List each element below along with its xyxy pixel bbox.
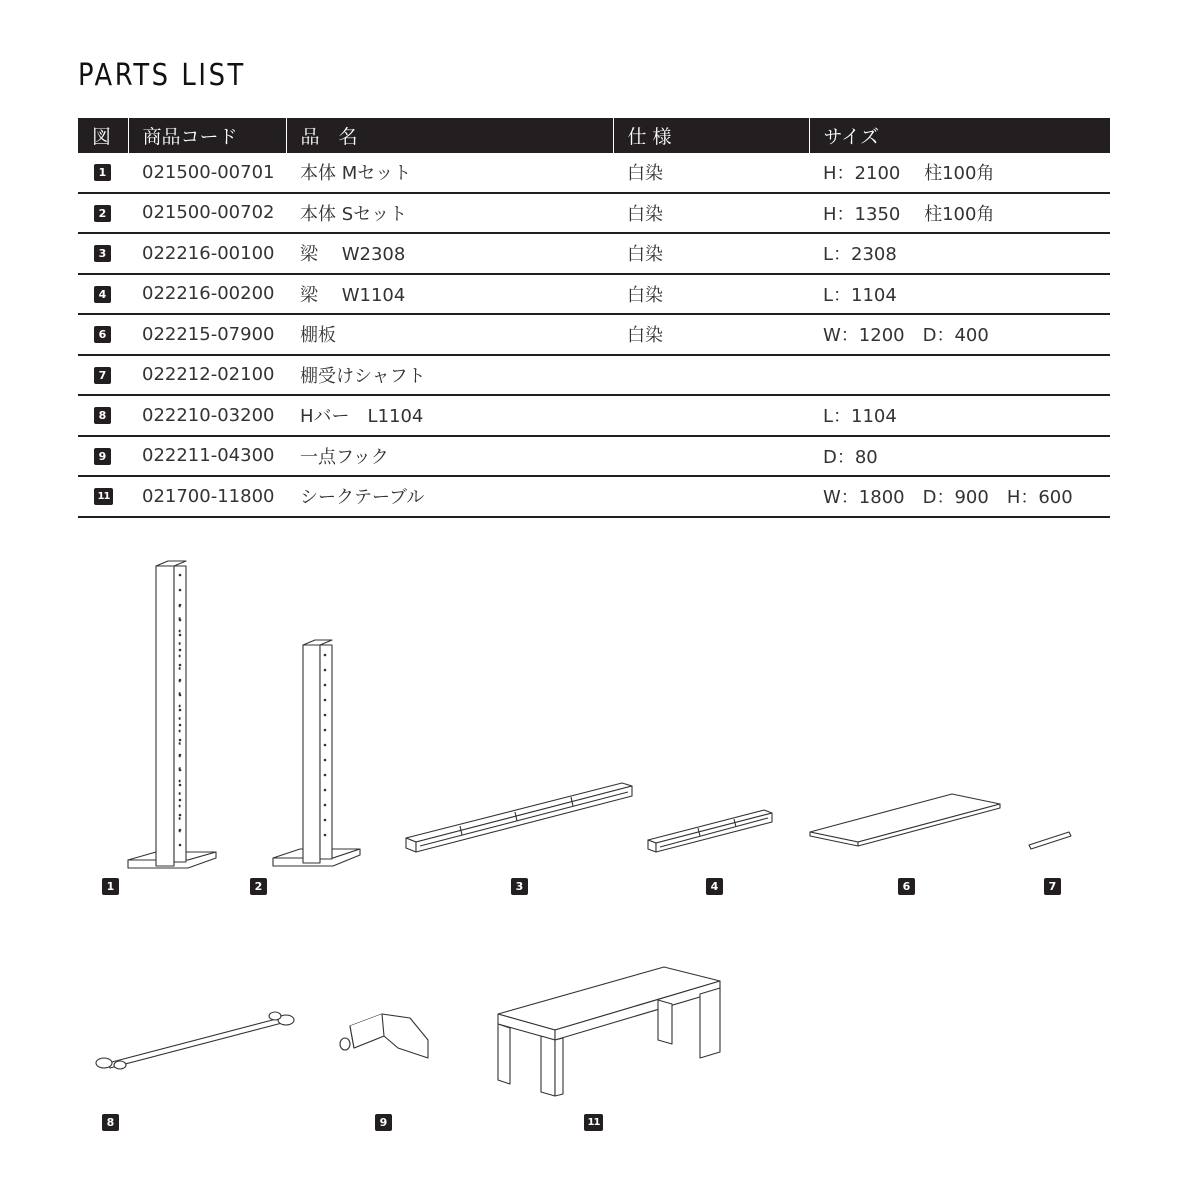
row-name: 梁 W2308 <box>286 233 613 274</box>
row-number-badge: 3 <box>94 245 111 262</box>
shelf-board-illustration <box>810 794 1000 846</box>
shaft-illustration <box>1029 832 1071 849</box>
row-size: H：1350 柱100角 <box>809 193 1110 234</box>
header-spec: 仕 様 <box>613 118 809 153</box>
header-size: サイズ <box>809 118 1110 153</box>
row-code: 021700-11800 <box>128 476 286 517</box>
row-code: 022210-03200 <box>128 395 286 436</box>
figure-label: 1 <box>102 878 119 895</box>
row-spec: 白染 <box>613 193 809 234</box>
row-number-badge: 6 <box>94 326 111 343</box>
row-number-badge: 9 <box>94 448 111 465</box>
row-name: シークテーブル <box>286 476 613 517</box>
beam-w2308-illustration <box>406 783 632 852</box>
header-name: 品 名 <box>286 118 613 153</box>
row-size: L：1104 <box>809 274 1110 315</box>
figure-label: 7 <box>1044 878 1061 895</box>
figure-label: 9 <box>375 1114 392 1131</box>
row-spec: 白染 <box>613 153 809 193</box>
figure-label: 11 <box>584 1114 603 1131</box>
row-size: W：1200 D：400 <box>809 314 1110 355</box>
header-code: 商品コード <box>128 118 286 153</box>
row-size: L：2308 <box>809 233 1110 274</box>
hook-illustration <box>340 1014 428 1058</box>
row-name: 棚板 <box>286 314 613 355</box>
figure-label: 2 <box>250 878 267 895</box>
row-name: 梁 W1104 <box>286 274 613 315</box>
row-spec: 白染 <box>613 314 809 355</box>
beam-w1104-illustration <box>648 810 772 852</box>
figure-label: 8 <box>102 1114 119 1131</box>
row-size: W：1800 D：900 H：600 <box>809 476 1110 517</box>
table-illustration <box>498 967 720 1096</box>
figure-label: 4 <box>706 878 723 895</box>
row-number-badge: 1 <box>94 164 111 181</box>
row-size: H：2100 柱100角 <box>809 153 1110 193</box>
post-s-illustration <box>273 640 360 866</box>
row-name: 一点フック <box>286 436 613 477</box>
figure-label: 6 <box>898 878 915 895</box>
row-code: 021500-00702 <box>128 193 286 234</box>
row-number-badge: 11 <box>94 488 113 505</box>
row-code: 022215-07900 <box>128 314 286 355</box>
row-code: 022216-00200 <box>128 274 286 315</box>
row-spec: 白染 <box>613 233 809 274</box>
row-number-badge: 4 <box>94 286 111 303</box>
row-code: 022211-04300 <box>128 436 286 477</box>
row-number-badge: 2 <box>94 205 111 222</box>
row-number-badge: 7 <box>94 367 111 384</box>
row-code: 022212-02100 <box>128 355 286 396</box>
row-number-badge: 8 <box>94 407 111 424</box>
row-code: 021500-00701 <box>128 153 286 193</box>
row-name: 本体 Sセット <box>286 193 613 234</box>
figure-label: 3 <box>511 878 528 895</box>
row-name: 本体 Mセット <box>286 153 613 193</box>
page-title: PARTS LIST <box>78 58 246 93</box>
post-m-illustration <box>128 561 216 868</box>
row-size: L：1104 <box>809 395 1110 436</box>
row-name: Hバー L1104 <box>286 395 613 436</box>
row-name: 棚受けシャフト <box>286 355 613 396</box>
header-fig: 図 <box>78 118 128 153</box>
row-size: D：80 <box>809 436 1110 477</box>
row-code: 022216-00100 <box>128 233 286 274</box>
row-spec: 白染 <box>613 274 809 315</box>
h-bar-illustration <box>96 1012 294 1069</box>
